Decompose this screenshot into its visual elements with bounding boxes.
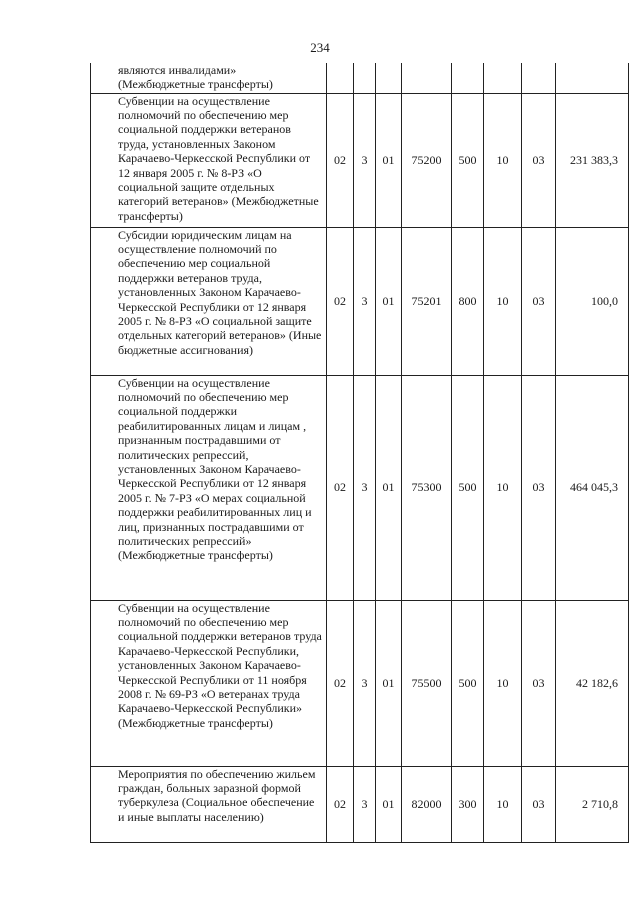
cell-code-3: 01 (376, 93, 402, 227)
cell-code-5: 500 (452, 600, 484, 766)
row-description: Субвенции на осуществление полномочий по обеспечению мер социальной поддержки реабилитированных лицам и лицам , признанным пострадавшими от политических репрессий, установленных Законом Карачаево-Черкесской Республики от 12 января 2005 г. № 7-РЗ «О мерах социальной поддержки реабилитированных лиц и лиц, признанных пострадавшими от политических репрессий» (Межбюджетные трансферты) (91, 375, 327, 600)
cell-code-5: 500 (452, 93, 484, 227)
cell-amount: 2 710,8 (556, 766, 629, 842)
cell-code-6: 10 (484, 766, 522, 842)
table-row (91, 766, 629, 842)
table-row (91, 63, 629, 93)
cell-code-1: 02 (327, 375, 354, 600)
cell-code-2: 3 (354, 600, 376, 766)
cell-code-2: 3 (354, 766, 376, 842)
row-description: Субвенции на осуществление полномочий по обеспечению мер социальной поддержки ветеранов труда Карачаево-Черкесской Республики, установленных Законом Карачаево-Черкесской Республики от 11 ноября 2008 г. № 69-РЗ «О ветеранах труда Карачаево-Черкесской Республики» (Межбюджетные трансферты) (91, 600, 327, 766)
cell-code-4 (402, 63, 452, 93)
cell-code-4: 75500 (402, 600, 452, 766)
cell-code-4: 75200 (402, 93, 452, 227)
row-description: являются инвалидами» (Межбюджетные трансферты) (91, 63, 327, 93)
cell-code-7: 03 (522, 227, 556, 375)
cell-code-7: 03 (522, 375, 556, 600)
table-row (91, 600, 629, 766)
cell-amount: 464 045,3 (556, 375, 629, 600)
row-description: Субвенции на осуществление полномочий по обеспечению мер социальной поддержки ветеранов труда, установленных Законом Карачаево-Черкесской Республики от 12 января 2005 г. № 8-РЗ «О социальной защите отдельных категорий ветеранов» (Межбюджетные трансферты) (91, 93, 327, 227)
cell-code-3: 01 (376, 375, 402, 600)
cell-code-2: 3 (354, 227, 376, 375)
page-number: 234 (310, 40, 330, 55)
cell-code-1: 02 (327, 93, 354, 227)
cell-code-5: 800 (452, 227, 484, 375)
cell-code-1: 02 (327, 766, 354, 842)
table-row (91, 93, 629, 227)
budget-table (90, 63, 629, 843)
cell-code-4: 75300 (402, 375, 452, 600)
cell-code-6 (484, 63, 522, 93)
cell-amount (556, 63, 629, 93)
table-row (91, 375, 629, 600)
cell-code-5: 300 (452, 766, 484, 842)
cell-code-2: 3 (354, 375, 376, 600)
cell-code-3: 01 (376, 600, 402, 766)
cell-code-7: 03 (522, 766, 556, 842)
cell-code-6: 10 (484, 375, 522, 600)
cell-code-3 (376, 63, 402, 93)
cell-code-7: 03 (522, 93, 556, 227)
cell-code-5: 500 (452, 375, 484, 600)
cell-amount: 100,0 (556, 227, 629, 375)
cell-code-4: 82000 (402, 766, 452, 842)
cell-code-2 (354, 63, 376, 93)
cell-code-3: 01 (376, 766, 402, 842)
row-description: Субсидии юридическим лицам на осуществление полномочий по обеспечению мер социальной поддержки ветеранов труда, установленных Законом Карачаево-Черкесской Республики от 12 января 2005 г. № 8-РЗ «О социальной защите отдельных категорий ветеранов» (Иные бюджетные ассигнования) (91, 227, 327, 375)
cell-code-7: 03 (522, 600, 556, 766)
cell-code-1: 02 (327, 227, 354, 375)
cell-code-1 (327, 63, 354, 93)
cell-amount: 42 182,6 (556, 600, 629, 766)
table-row (91, 227, 629, 375)
cell-code-3: 01 (376, 227, 402, 375)
cell-code-6: 10 (484, 600, 522, 766)
cell-code-4: 75201 (402, 227, 452, 375)
cell-code-1: 02 (327, 600, 354, 766)
cell-code-5 (452, 63, 484, 93)
cell-amount: 231 383,3 (556, 93, 629, 227)
cell-code-7 (522, 63, 556, 93)
cell-code-6: 10 (484, 93, 522, 227)
cell-code-2: 3 (354, 93, 376, 227)
row-description: Мероприятия по обеспечению жильем граждан, больных заразной формой туберкулеза (Социальное обеспечение и иные выплаты населению) (91, 766, 327, 842)
cell-code-6: 10 (484, 227, 522, 375)
